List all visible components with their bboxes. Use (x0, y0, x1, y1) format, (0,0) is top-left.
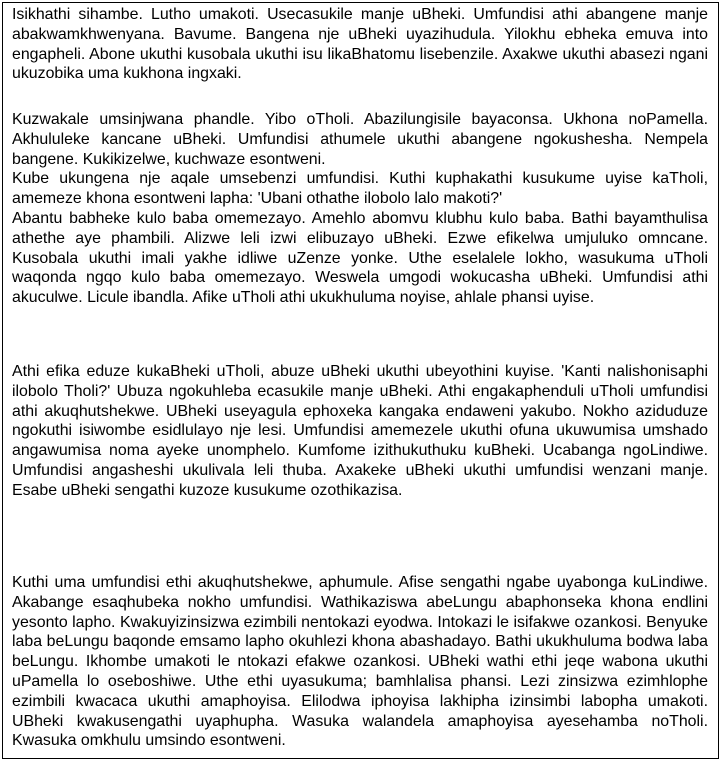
paragraph-2 (12, 110, 708, 308)
text-frame (2, 2, 719, 759)
paragraph-3: Athi efika eduze kukaBheki uTholi, abuze uBheki ukuthi ubeyothini kuyise. 'Kanti nalishonisaphi ilobolo Tholi?' Ubuza ngokuhleba ecasukile manje uBheki. Athi engakaphenduli uTholi umfundisi athi akuqhutshekwe. UBheki useyagula ephoxeka kangaka endaweni yakubo. Nokho aziduduze ngokuthi isiwombe esidlulayo nje lesi. Umfundisi amemezele ukuthi ofuna ukuwumisa umshado angawumisa noma ayeke unomphelo. Kumfome izithukuthuku kuBheki. Ucabanga ngoLindiwe. Umfundisi angasheshi ukulivala leli thuba. Axakeke uBheki ukuthi umfundisi wenzani manje. Esabe uBheki sengathi kuzoze kusukume ozothikazisa. (12, 363, 708, 499)
paragraph-2-part: Abantu babheke kulo baba omemezayo. Amehlo abomvu klubhu kulo baba. Bathi bayamthulisa athethe aye phambili. Alizwe leli izwi elibuzayo uBheki. Ezwe efikelwa umjuluko omncane. Kusobala ukuthi imali yakhe idliwe uZenze yonke. Uthe eselalele lokho, wasukuma uTholi waqonda ngqo kulo baba omemezayo. Weswela umgodi wokucasha uBheki. Umfundisi athi akuculwe. Licule ibandla. Afike uTholi athi ukukhuluma noyise, ahlale phansi uyise. (12, 209, 708, 307)
paragraph-2-part: Kube ukungena nje aqale umsebenzi umfundisi. Kuthi kuphakathi kusukume uyise kaTholi, amemeze khona esontweni lapha: 'Ubani othathe ilobolo lalo makoti?' (12, 170, 708, 208)
paragraph-4: Kuthi uma umfundisi ethi akuqhutshekwe, aphumule. Afise sengathi ngabe uyabonga kuLindiwe. Akabange esaqhubeka nokho umfundisi. Wathikaziswa abeLungu abaphonseka khona endlini yesonto lapho. Kwakuyizinsizwa ezimbili nentokazi eyodwa. Intokazi le isifakwe ozankosi. Benyuke laba beLungu baqonde emsamo lapho okuhlezi khona abashadayo. Bathi ukukhuluma bodwa laba beLungu. Ikhombe umakoti le ntokazi efakwe ozankosi. UBheki wathi ethi jeqe wabona ukuthi uPamella lo oseboshiwe. Uthe ethi uyasukuma; bamhlalisa phansi. Lezi zinsizwa ezimhlophe ezimbili kwacaca ukuthi amaphoyisa. Elilodwa iphoyisa lakhipha izinsimbi labopha umakoti. UBheki kwakusengathi uyaphupha. Wasuka walandela amaphoyisa ayesehamba noTholi. Kwasuka omkhulu umsindo esontweni. (12, 574, 708, 750)
paragraph-2-part: Kuzwakale umsinjwana phandle. Yibo oTholi. Abazilungisile bayaconsa. Ukhona noPamella. Akhululeke kancane uBheki. Umfundisi athumele ukuthi abangene ngokushesha. Nempela bangene. Kukikizelwe, kuchwaze esontweni. (12, 111, 708, 168)
paragraph-1: Isikhathi sihambe. Lutho umakoti. Usecasukile manje uBheki. Umfundisi athi abangene manje abakwamkhwenyana. Bavume. Bangena nje uBheki uyazihudula. Yilokhu ebheka emuva into engapheli. Abone ukuthi kusobala ukuthi isu likaBhatomu lisebenzile. Axakwe ukuthi abasezi ngani ukuzobika uma kukhona ingxaki. (12, 6, 708, 83)
